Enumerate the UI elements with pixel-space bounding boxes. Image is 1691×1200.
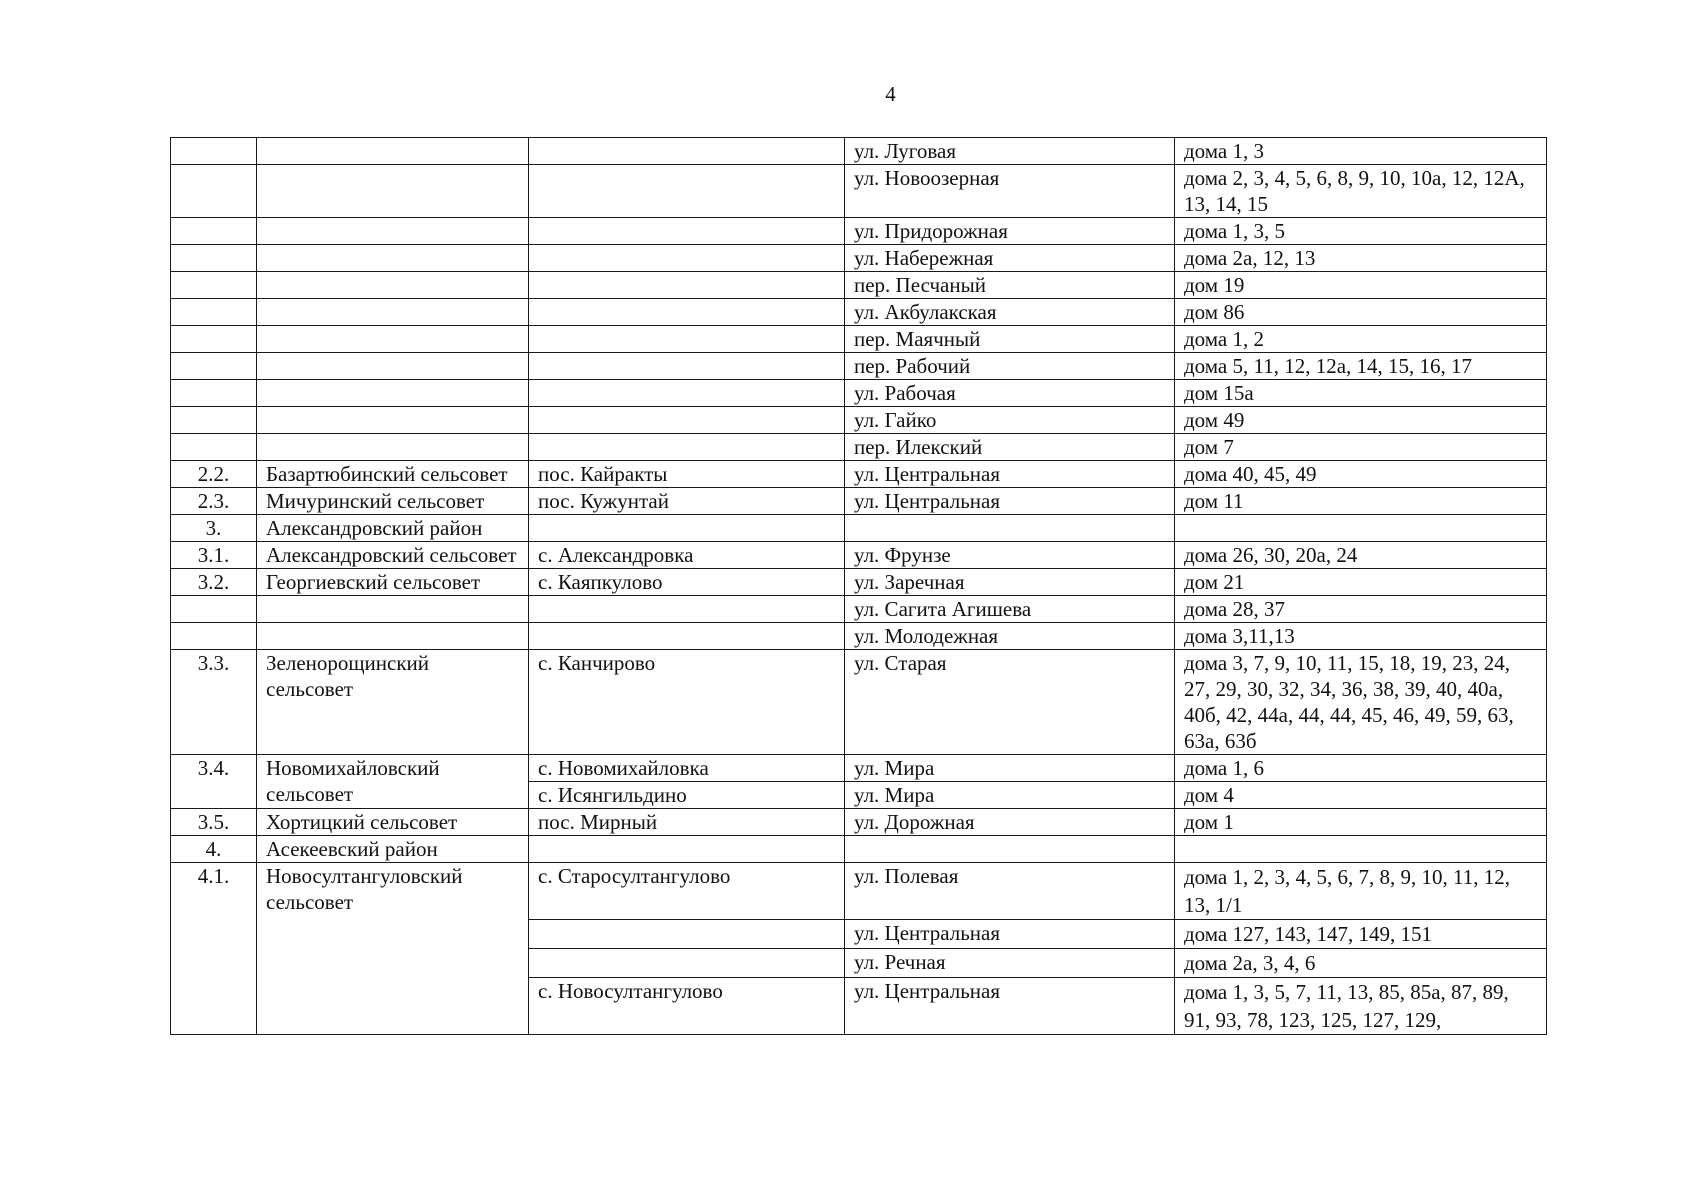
- council-cell: [257, 596, 529, 623]
- table-row: [171, 326, 1547, 353]
- houses-cell: дома 3,11,13: [1175, 623, 1547, 650]
- houses-cell: дома 28, 37: [1175, 596, 1547, 623]
- street-cell: пер. Илекский: [845, 434, 1175, 461]
- settlement-cell: [529, 165, 845, 218]
- row-number-cell: 4.1.: [171, 863, 257, 1035]
- row-number-cell: [171, 165, 257, 218]
- houses-cell: дом 7: [1175, 434, 1547, 461]
- row-number-cell: [171, 245, 257, 272]
- row-number-cell: [171, 138, 257, 165]
- council-cell: Хортицкий сельсовет: [257, 809, 529, 836]
- houses-cell: дома 3, 7, 9, 10, 11, 15, 18, 19, 23, 24, 27, 29, 30, 32, 34, 36, 38, 39, 40, 40а, 40б, 42, 44а, 44, 44, 45, 46, 49, 59, 63, 63а, 63б: [1175, 650, 1547, 755]
- row-number-cell: 2.2.: [171, 461, 257, 488]
- table-row: [171, 755, 1547, 782]
- council-cell: Новосултангуловский сельсовет: [257, 863, 529, 1035]
- table-row: [171, 434, 1547, 461]
- houses-cell: дома 2а, 12, 13: [1175, 245, 1547, 272]
- street-cell: ул. Центральная: [845, 488, 1175, 515]
- row-number-cell: [171, 434, 257, 461]
- council-cell: [257, 245, 529, 272]
- houses-cell: дом 49: [1175, 407, 1547, 434]
- settlement-cell: с. Исянгильдино: [529, 782, 845, 809]
- page-number: 4: [885, 82, 896, 106]
- table-row: [171, 407, 1547, 434]
- settlement-cell: [529, 353, 845, 380]
- settlement-cell: [529, 299, 845, 326]
- houses-cell: дом 11: [1175, 488, 1547, 515]
- council-cell: [257, 434, 529, 461]
- street-cell: ул. Молодежная: [845, 623, 1175, 650]
- table-row: [171, 461, 1547, 488]
- street-cell: ул. Старая: [845, 650, 1175, 755]
- houses-cell: дом 4: [1175, 782, 1547, 809]
- settlement-cell: пос. Кужунтай: [529, 488, 845, 515]
- council-cell: Базартюбинский сельсовет: [257, 461, 529, 488]
- street-cell: ул. Мира: [845, 782, 1175, 809]
- houses-cell: дом 1: [1175, 809, 1547, 836]
- settlement-cell: [529, 218, 845, 245]
- street-cell: ул. Фрунзе: [845, 542, 1175, 569]
- street-cell: [845, 836, 1175, 863]
- street-cell: пер. Маячный: [845, 326, 1175, 353]
- settlement-cell: [529, 836, 845, 863]
- council-cell: [257, 407, 529, 434]
- houses-cell: дом 19: [1175, 272, 1547, 299]
- street-cell: ул. Новоозерная: [845, 165, 1175, 218]
- row-number-cell: 3.5.: [171, 809, 257, 836]
- houses-cell: дома 2, 3, 4, 5, 6, 8, 9, 10, 10а, 12, 12А, 13, 14, 15: [1175, 165, 1547, 218]
- table-row: [171, 488, 1547, 515]
- settlement-cell: [529, 326, 845, 353]
- row-number-cell: [171, 407, 257, 434]
- council-cell: [257, 165, 529, 218]
- settlement-cell: [529, 245, 845, 272]
- settlement-cell: [529, 272, 845, 299]
- table-row: [171, 138, 1547, 165]
- council-cell: Георгиевский сельсовет: [257, 569, 529, 596]
- row-number-cell: 3.1.: [171, 542, 257, 569]
- council-cell: [257, 326, 529, 353]
- settlement-cell: [529, 138, 845, 165]
- settlement-cell: с. Новосултангулово: [529, 978, 845, 1035]
- row-number-cell: 3.4.: [171, 755, 257, 809]
- street-cell: пер. Рабочий: [845, 353, 1175, 380]
- street-cell: ул. Мира: [845, 755, 1175, 782]
- council-cell: Зеленорощинский сельсовет: [257, 650, 529, 755]
- council-cell: [257, 353, 529, 380]
- houses-cell: дома 5, 11, 12, 12а, 14, 15, 16, 17: [1175, 353, 1547, 380]
- street-cell: ул. Центральная: [845, 978, 1175, 1035]
- houses-cell: дома 1, 3: [1175, 138, 1547, 165]
- street-cell: ул. Центральная: [845, 461, 1175, 488]
- settlement-cell: с. Старосултангулово: [529, 863, 845, 920]
- houses-cell: дома 2а, 3, 4, 6: [1175, 949, 1547, 978]
- row-number-cell: [171, 218, 257, 245]
- houses-cell: дом 15а: [1175, 380, 1547, 407]
- table-row: [171, 542, 1547, 569]
- row-number-cell: [171, 380, 257, 407]
- row-number-cell: [171, 596, 257, 623]
- table-row: [171, 299, 1547, 326]
- table-row: [171, 272, 1547, 299]
- council-cell: Мичуринский сельсовет: [257, 488, 529, 515]
- table-row: [171, 515, 1547, 542]
- settlement-cell: [529, 407, 845, 434]
- row-number-cell: 3.3.: [171, 650, 257, 755]
- row-number-cell: [171, 299, 257, 326]
- settlement-cell: с. Каяпкулово: [529, 569, 845, 596]
- houses-cell: дома 1, 3, 5, 7, 11, 13, 85, 85а, 87, 89, 91, 93, 78, 123, 125, 127, 129,: [1175, 978, 1547, 1035]
- houses-cell: дома 26, 30, 20а, 24: [1175, 542, 1547, 569]
- street-cell: ул. Рабочая: [845, 380, 1175, 407]
- houses-cell: [1175, 515, 1547, 542]
- row-number-cell: [171, 623, 257, 650]
- street-cell: ул. Набережная: [845, 245, 1175, 272]
- row-number-cell: [171, 272, 257, 299]
- street-cell: [845, 515, 1175, 542]
- council-cell: Александровский район: [257, 515, 529, 542]
- table-row: [171, 650, 1547, 755]
- settlement-cell: с. Канчирово: [529, 650, 845, 755]
- settlement-cell: с. Александровка: [529, 542, 845, 569]
- row-number-cell: [171, 326, 257, 353]
- table-row: [171, 380, 1547, 407]
- settlement-cell: [529, 515, 845, 542]
- table-row: [171, 353, 1547, 380]
- council-cell: [257, 218, 529, 245]
- houses-cell: дом 86: [1175, 299, 1547, 326]
- council-cell: Новомихайловский сельсовет: [257, 755, 529, 809]
- street-cell: ул. Заречная: [845, 569, 1175, 596]
- street-cell: ул. Дорожная: [845, 809, 1175, 836]
- address-table: [170, 137, 1547, 1035]
- settlement-cell: [529, 949, 845, 978]
- row-number-cell: 2.3.: [171, 488, 257, 515]
- houses-cell: дома 1, 3, 5: [1175, 218, 1547, 245]
- address-table-body: [171, 138, 1547, 1035]
- street-cell: ул. Акбулакская: [845, 299, 1175, 326]
- council-cell: [257, 138, 529, 165]
- houses-cell: дома 40, 45, 49: [1175, 461, 1547, 488]
- houses-cell: дома 127, 143, 147, 149, 151: [1175, 920, 1547, 949]
- table-row: [171, 245, 1547, 272]
- council-cell: Асекеевский район: [257, 836, 529, 863]
- table-row: [171, 863, 1547, 920]
- table-row: [171, 569, 1547, 596]
- street-cell: ул. Сагита Агишева: [845, 596, 1175, 623]
- council-cell: Александровский сельсовет: [257, 542, 529, 569]
- council-cell: [257, 380, 529, 407]
- street-cell: ул. Полевая: [845, 863, 1175, 920]
- settlement-cell: [529, 623, 845, 650]
- row-number-cell: 3.: [171, 515, 257, 542]
- table-row: [171, 836, 1547, 863]
- table-row: [171, 165, 1547, 218]
- houses-cell: [1175, 836, 1547, 863]
- settlement-cell: [529, 596, 845, 623]
- table-row: [171, 809, 1547, 836]
- settlement-cell: [529, 380, 845, 407]
- table-row: [171, 218, 1547, 245]
- street-cell: ул. Гайко: [845, 407, 1175, 434]
- street-cell: пер. Песчаный: [845, 272, 1175, 299]
- council-cell: [257, 623, 529, 650]
- houses-cell: дом 21: [1175, 569, 1547, 596]
- settlement-cell: пос. Мирный: [529, 809, 845, 836]
- settlement-cell: с. Новомихайловка: [529, 755, 845, 782]
- houses-cell: дома 1, 2: [1175, 326, 1547, 353]
- settlement-cell: пос. Кайракты: [529, 461, 845, 488]
- row-number-cell: 4.: [171, 836, 257, 863]
- houses-cell: дома 1, 2, 3, 4, 5, 6, 7, 8, 9, 10, 11, 12, 13, 1/1: [1175, 863, 1547, 920]
- houses-cell: дома 1, 6: [1175, 755, 1547, 782]
- row-number-cell: 3.2.: [171, 569, 257, 596]
- street-cell: ул. Придорожная: [845, 218, 1175, 245]
- settlement-cell: [529, 434, 845, 461]
- street-cell: ул. Луговая: [845, 138, 1175, 165]
- table-row: [171, 596, 1547, 623]
- council-cell: [257, 299, 529, 326]
- settlement-cell: [529, 920, 845, 949]
- street-cell: ул. Центральная: [845, 920, 1175, 949]
- row-number-cell: [171, 353, 257, 380]
- street-cell: ул. Речная: [845, 949, 1175, 978]
- table-row: [171, 623, 1547, 650]
- council-cell: [257, 272, 529, 299]
